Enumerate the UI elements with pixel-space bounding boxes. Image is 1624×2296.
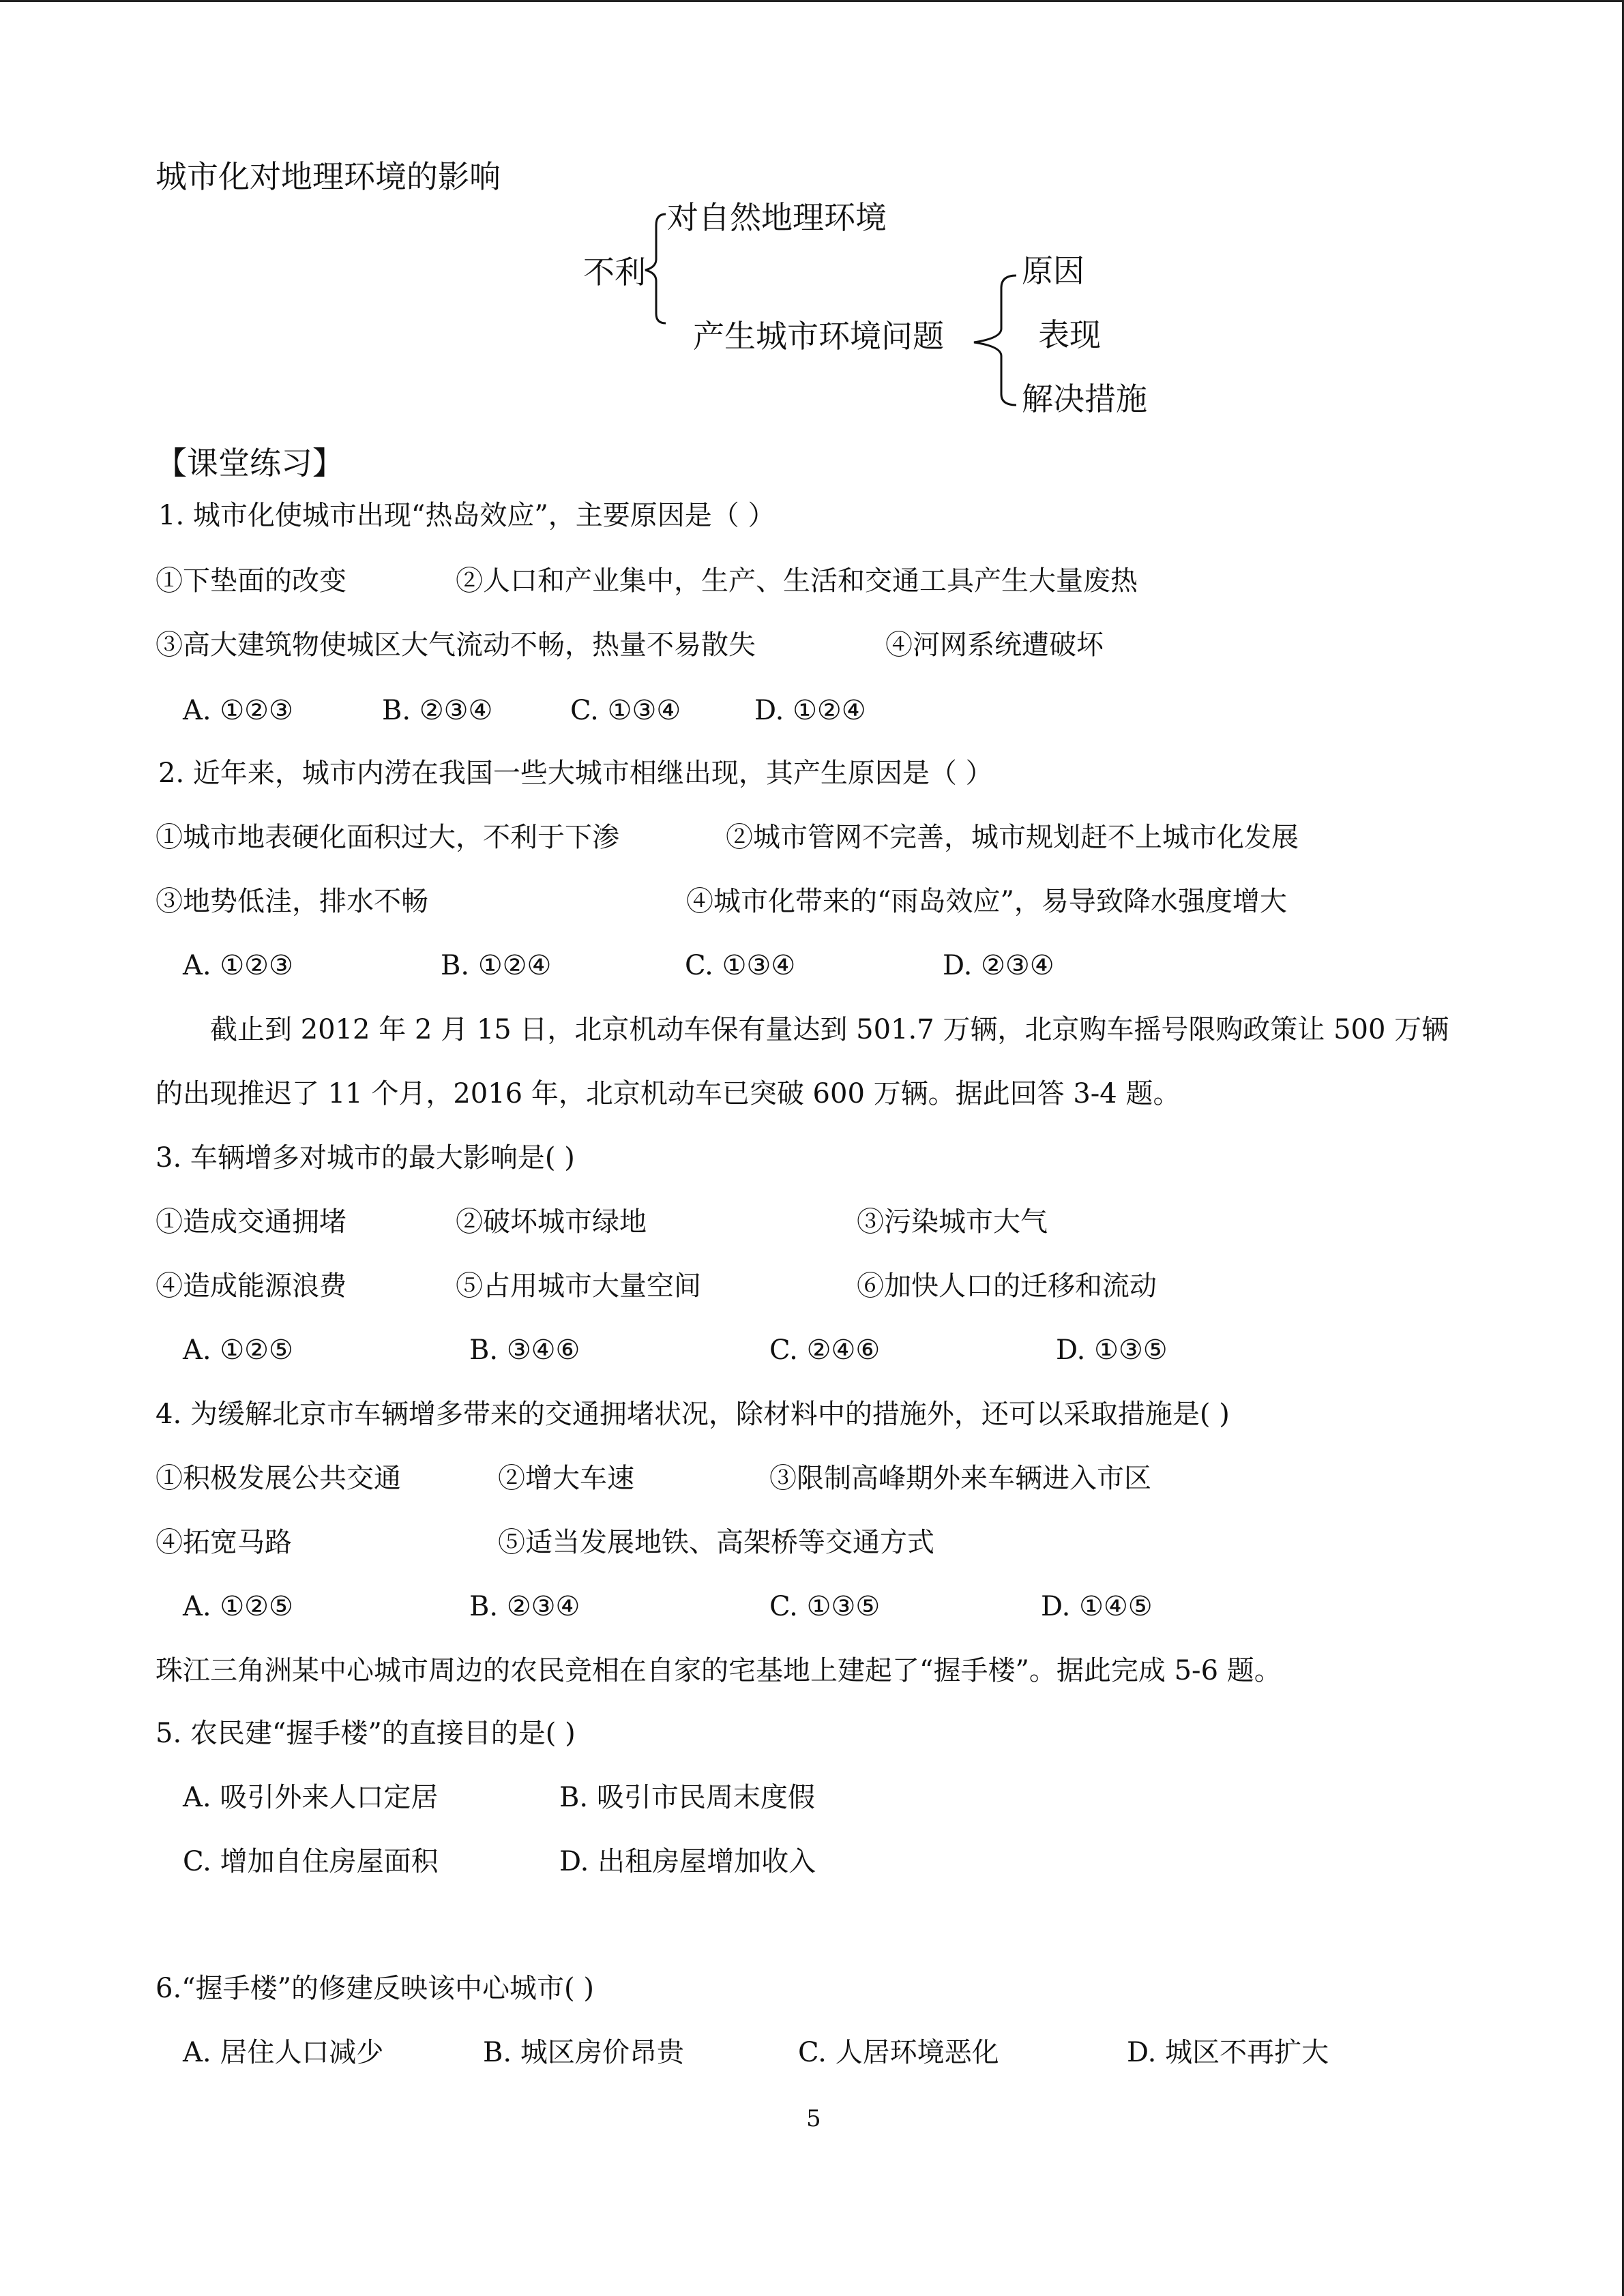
q1-stem: 1. 城市化使城市出现“热岛效应”，主要原因是（ ）: [158, 500, 776, 531]
q5-option-a: A. 吸引外来人口定居: [183, 1782, 439, 1813]
outline-root: 不利: [583, 254, 646, 290]
q3-option-b: B. ③④⑥: [469, 1335, 580, 1366]
q4-stem: 4. 为缓解北京市车辆增多带来的交通拥堵状况，除材料中的措施外，还可以采取措施是( ): [156, 1399, 1230, 1430]
q3-statement-1: ①造成交通拥堵: [156, 1206, 346, 1238]
outline-sub-manifestation: 表现: [1038, 316, 1101, 353]
outline-brace-right: [964, 265, 1019, 415]
q4-option-b: B. ②③④: [469, 1591, 580, 1622]
q1-statement-1: ①下垫面的改变: [156, 565, 346, 597]
q2-option-d: D. ②③④: [943, 950, 1054, 981]
outline-sub-measures: 解决措施: [1022, 381, 1147, 417]
passage-1-line-2: 的出现推迟了 11 个月，2016 年，北京机动车已突破 600 万辆。据此回答 3-4 题。: [156, 1078, 1181, 1109]
q2-statement-2: ②城市管网不完善，城市规划赶不上城市化发展: [726, 822, 1299, 853]
q3-option-c: C. ②④⑥: [769, 1335, 881, 1366]
q4-option-c: C. ①③⑤: [769, 1591, 881, 1622]
q1-option-b: B. ②③④: [382, 695, 493, 726]
q2-option-c: C. ①③④: [685, 950, 796, 981]
q3-statement-5: ⑤占用城市大量空间: [456, 1270, 701, 1302]
outline-brace-left: [641, 205, 668, 327]
q4-statement-2: ②增大车速: [498, 1463, 634, 1494]
q3-statement-2: ②破坏城市绿地: [456, 1206, 647, 1238]
outline-branch-natural: 对自然地理环境: [667, 199, 887, 236]
page-number: 5: [806, 2105, 821, 2132]
q5-option-c: C. 增加自住房屋面积: [183, 1846, 439, 1877]
q1-option-a: A. ①②③: [183, 695, 293, 726]
q6-stem: 6.“握手楼”的修建反映该中心城市( ): [156, 1973, 594, 2004]
passage-1-line-1: 截止到 2012 年 2 月 15 日，北京机动车保有量达到 501.7 万辆，北京购车摇号限购政策让 500 万辆: [210, 1014, 1449, 1045]
q2-option-b: B. ①②④: [441, 950, 552, 981]
q2-statement-1: ①城市地表硬化面积过大，不利于下渗: [156, 822, 619, 853]
q4-statement-3: ③限制高峰期外来车辆进入市区: [769, 1463, 1151, 1494]
q6-option-d: D. 城区不再扩大: [1127, 2037, 1329, 2068]
q3-statement-4: ④造成能源浪费: [156, 1270, 346, 1302]
q2-option-a: A. ①②③: [183, 950, 293, 981]
q3-option-d: D. ①③⑤: [1056, 1335, 1168, 1366]
q1-option-c: C. ①③④: [570, 695, 681, 726]
q1-statement-3: ③高大建筑物使城区大气流动不畅，热量不易散失: [156, 629, 756, 661]
q4-statement-5: ⑤适当发展地铁、高架桥等交通方式: [498, 1527, 934, 1558]
q2-statement-4: ④城市化带来的“雨岛效应”，易导致降水强度增大: [686, 886, 1287, 917]
q5-option-b: B. 吸引市民周末度假: [559, 1782, 815, 1813]
q4-option-d: D. ①④⑤: [1041, 1591, 1153, 1622]
q2-stem: 2. 近年来，城市内涝在我国一些大城市相继出现，其产生原因是（ ）: [158, 758, 993, 789]
q4-statement-4: ④拓宽马路: [156, 1527, 292, 1558]
outline-sub-cause: 原因: [1022, 252, 1084, 289]
outline-title: 城市化对地理环境的影响: [156, 158, 501, 195]
q1-statement-2: ②人口和产业集中，生产、生活和交通工具产生大量废热: [456, 565, 1138, 597]
q5-stem: 5. 农民建“握手楼”的直接目的是( ): [156, 1718, 576, 1749]
passage-2: 珠江三角洲某中心城市周边的农民竞相在自家的宅基地上建起了“握手楼”。据此完成 5-6 题。: [156, 1655, 1282, 1686]
q6-option-c: C. 人居环境恶化: [798, 2037, 999, 2068]
outline-branch-urban-problems: 产生城市环境问题: [693, 318, 944, 355]
q3-stem: 3. 车辆增多对城市的最大影响是( ): [156, 1142, 575, 1174]
q3-statement-6: ⑥加快人口的迁移和流动: [857, 1270, 1157, 1302]
q6-option-b: B. 城区房价昂贵: [483, 2037, 684, 2068]
q3-statement-3: ③污染城市大气: [857, 1206, 1048, 1238]
q6-option-a: A. 居住人口减少: [183, 2037, 384, 2068]
q1-statement-4: ④河网系统遭破坏: [885, 629, 1104, 661]
q1-option-d: D. ①②④: [754, 695, 866, 726]
q5-option-d: D. 出租房屋增加收入: [559, 1846, 816, 1877]
q3-option-a: A. ①②⑤: [183, 1335, 293, 1366]
section-title: 【课堂练习】: [156, 445, 344, 481]
q4-statement-1: ①积极发展公共交通: [156, 1463, 401, 1494]
q2-statement-3: ③地势低洼，排水不畅: [156, 886, 428, 917]
q4-option-a: A. ①②⑤: [183, 1591, 293, 1622]
